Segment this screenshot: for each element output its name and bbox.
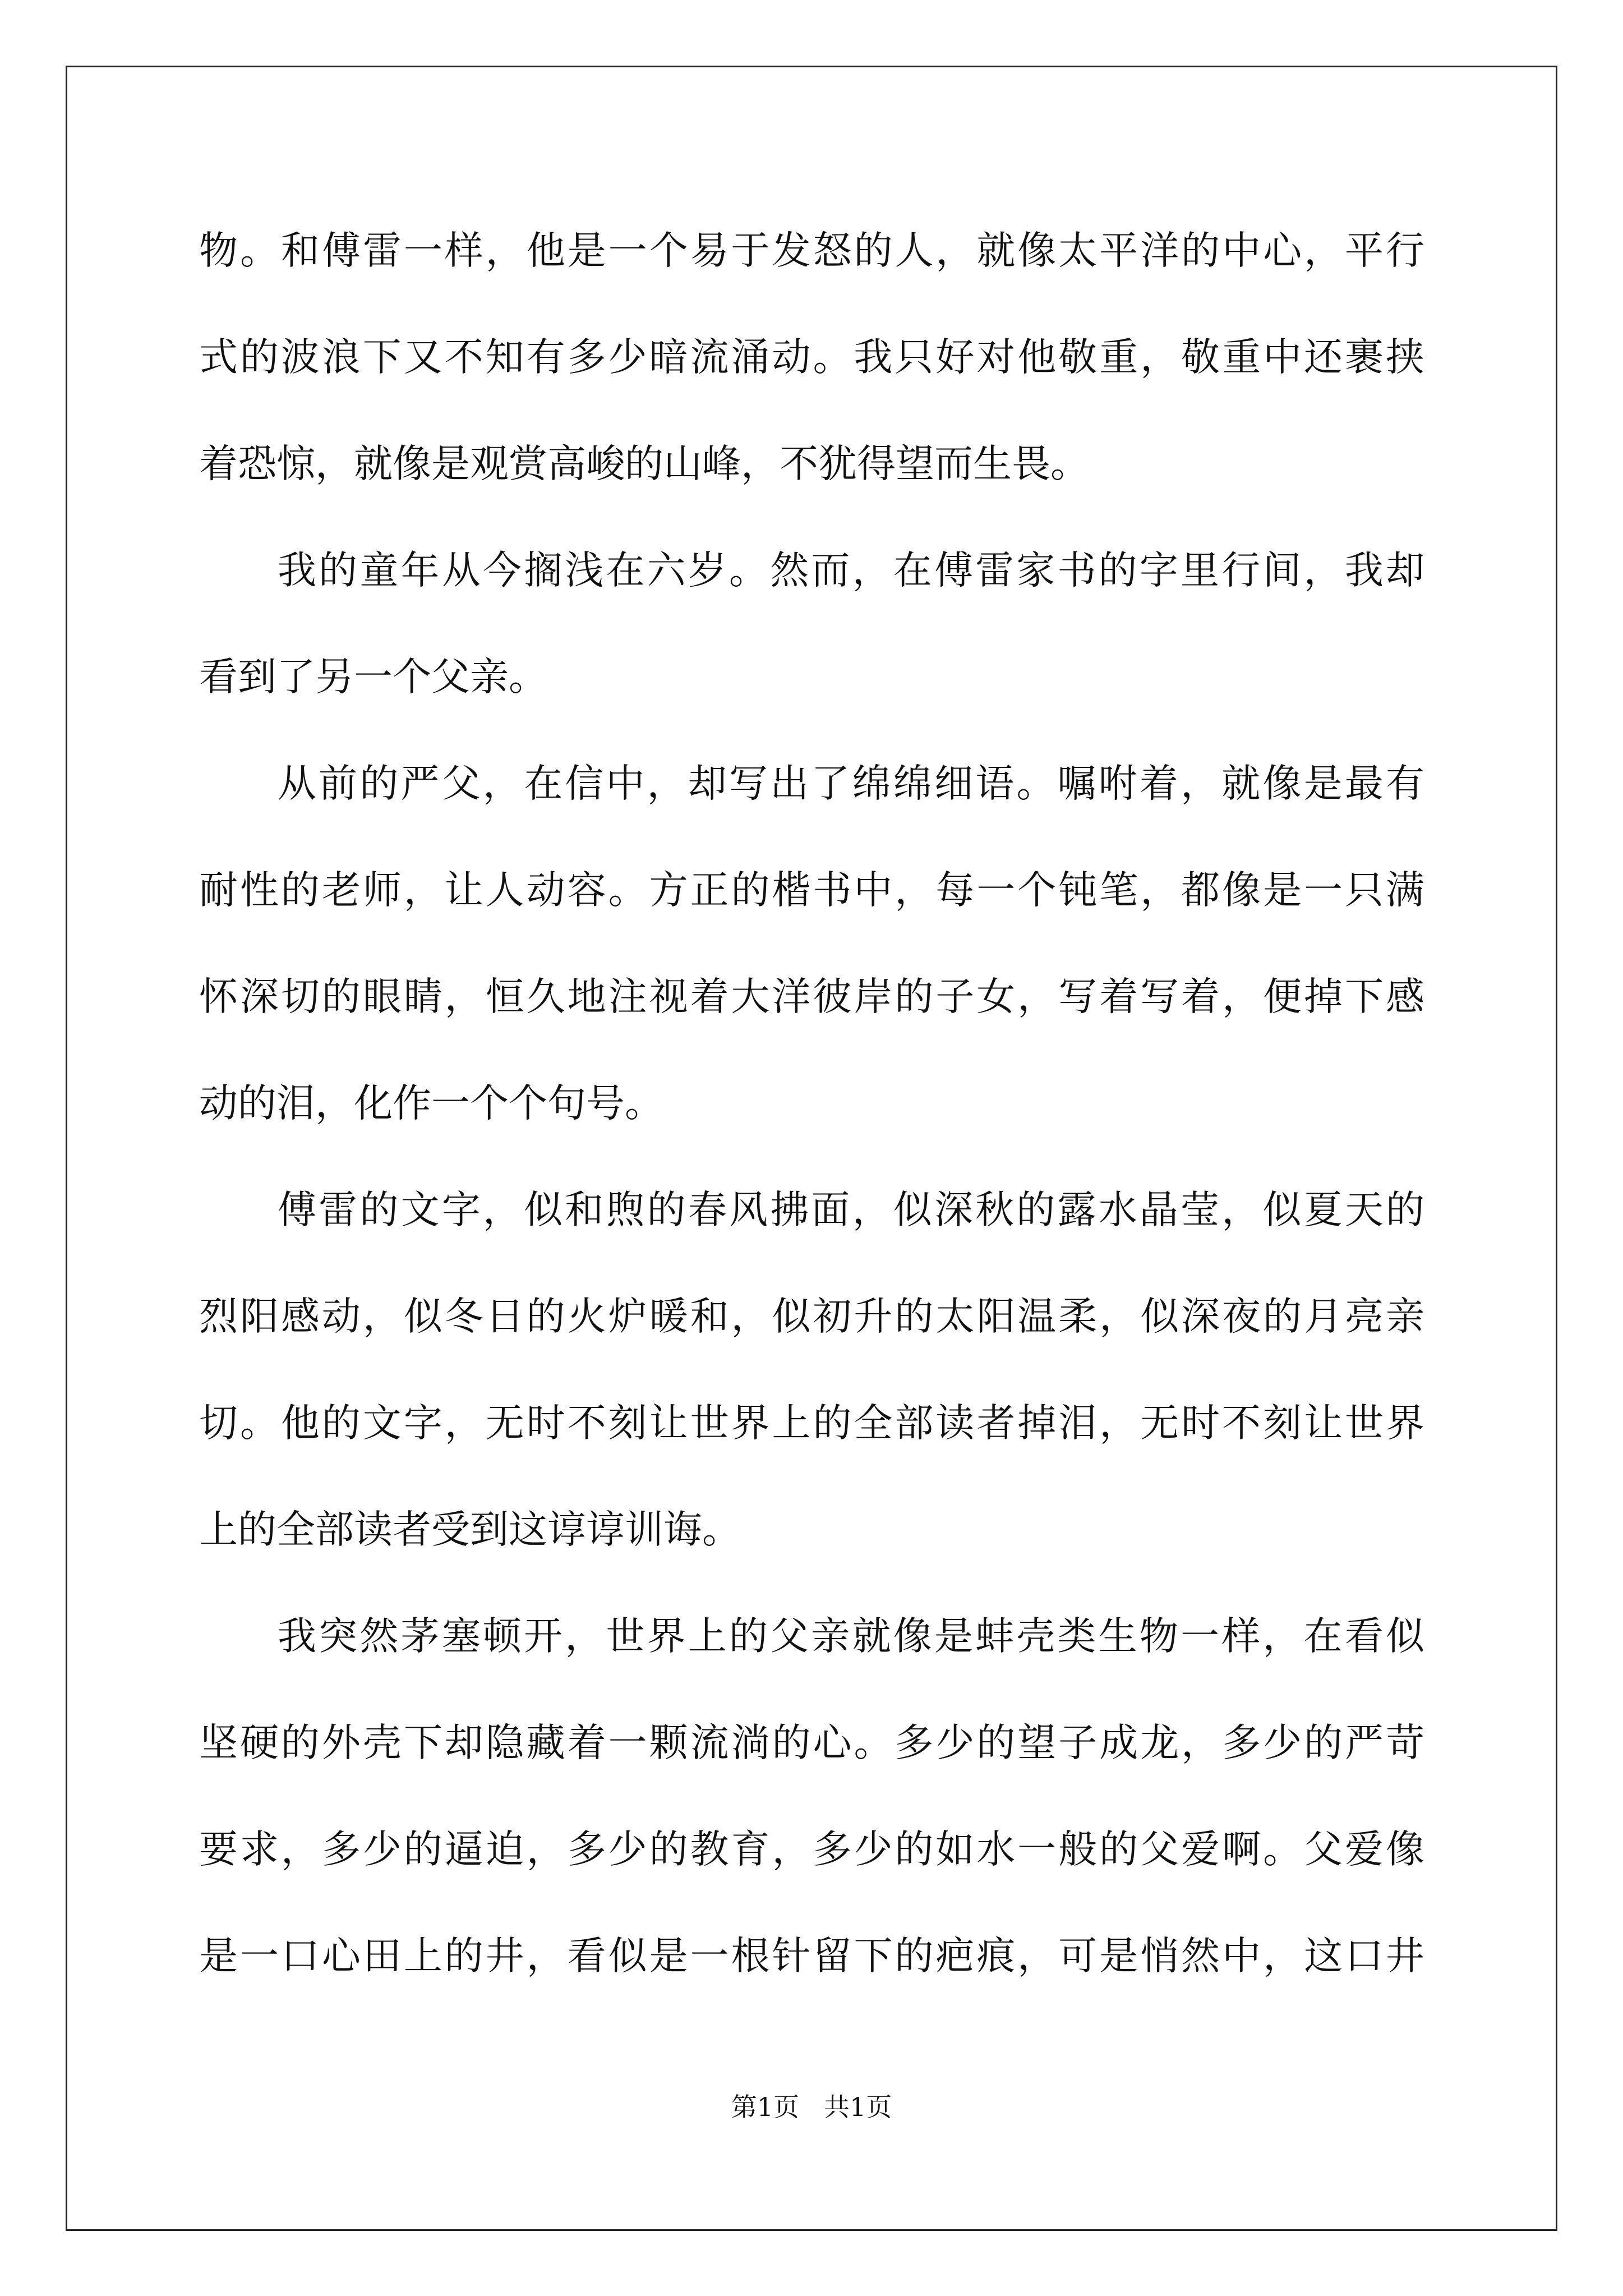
page-total: 共1页 xyxy=(823,2092,892,2122)
text-line: 式的波浪下又不知有多少暗流涌动。我只好对他敬重，敬重中还裹挟 xyxy=(199,335,1424,380)
paragraph-first-line: 我的童年从今搁浅在六岁。然而，在傅雷家书的字里行间，我却 xyxy=(278,548,1424,593)
page-footer xyxy=(0,2090,1623,2124)
text-line: 看到了另一个父亲。 xyxy=(199,655,547,700)
text-line: 烈阳感动，似冬日的火炉暖和，似初升的太阳温柔，似深夜的月亮亲 xyxy=(199,1294,1424,1339)
paragraph-first-line: 我突然茅塞顿开，世界上的父亲就像是蚌壳类生物一样，在看似 xyxy=(278,1614,1424,1659)
text-line: 是一口心田上的井，看似是一根针留下的疤痕，可是悄然中，这口井 xyxy=(199,1934,1424,1978)
text-line: 怀深切的眼睛，恒久地注视着大洋彼岸的子女，写着写着，便掉下感 xyxy=(199,974,1424,1019)
text-line: 上的全部读者受到这谆谆训诲。 xyxy=(199,1507,741,1552)
text-line: 耐性的老师，让人动容。方正的楷书中，每一个钝笔，都像是一只满 xyxy=(199,868,1424,913)
text-line: 物。和傅雷一样，他是一个易于发怒的人，就像太平洋的中心，平行 xyxy=(199,228,1424,273)
paragraph-first-line: 傅雷的文字，似和煦的春风拂面，似深秋的露水晶莹，似夏天的 xyxy=(278,1188,1424,1232)
paragraph-first-line: 从前的严父，在信中，却写出了绵绵细语。嘱咐着，就像是最有 xyxy=(278,761,1424,806)
page-number: 第1页 xyxy=(731,2092,800,2122)
text-line: 要求，多少的逼迫，多少的教育，多少的如水一般的父爱啊。父爱像 xyxy=(199,1827,1424,1872)
text-line: 动的泪，化作一个个句号。 xyxy=(199,1081,663,1126)
text-line: 坚硬的外壳下却隐藏着一颗流淌的心。多少的望子成龙，多少的严苛 xyxy=(199,1720,1424,1765)
page-border xyxy=(66,66,1557,2231)
text-line: 切。他的文字，无时不刻让世界上的全部读者掉泪，无时不刻让世界 xyxy=(199,1401,1424,1446)
text-line: 着恐惊，就像是观赏高峻的山峰，不犹得望而生畏。 xyxy=(199,441,1089,486)
